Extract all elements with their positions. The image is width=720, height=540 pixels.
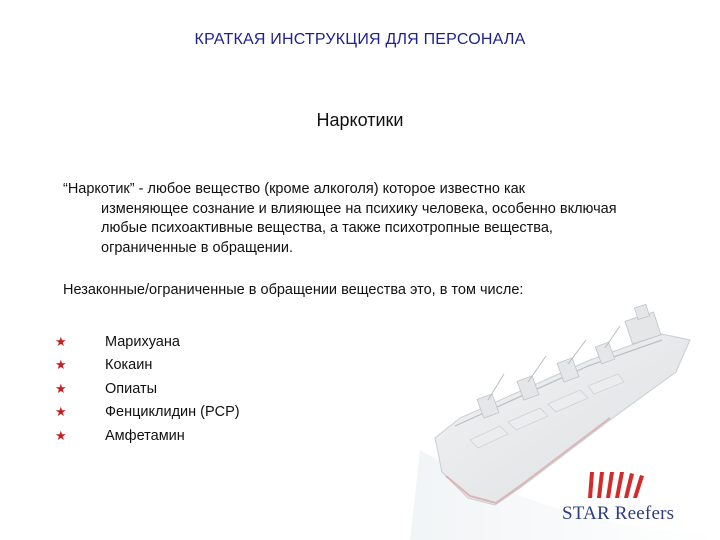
list-item-label: Фенциклидин (PCP) [105, 404, 240, 421]
definition-paragraph [63, 180, 623, 258]
slide-title: КРАТКАЯ ИНСТРУКЦИЯ ДЛЯ ПЕРСОНАЛА [194, 31, 526, 48]
star-icon: ★ [55, 333, 67, 349]
list-item [55, 401, 240, 425]
list-item-label: Кокаин [105, 357, 153, 374]
list-item-label: Марихуана [105, 333, 180, 350]
star-icon: ★ [55, 357, 67, 373]
logo-text: STAR Reefers [562, 503, 675, 524]
star-icon: ★ [55, 404, 67, 420]
list-intro: Незаконные/ограниченные в обращении вещества это, в том числе: [63, 282, 524, 298]
list-item [55, 377, 240, 401]
section-title: Наркотики [316, 110, 404, 130]
definition-continuation: изменяющее сознание и влияющее на психику человека, особенно включая любые психоактивные вещества, а также психотропные вещества, ограниченные в обращении. [101, 200, 617, 256]
star-icon: ★ [55, 427, 67, 443]
list-item-label: Амфетамин [105, 427, 185, 444]
drug-list [55, 330, 240, 448]
star-icon: ★ [55, 380, 67, 396]
sail-stripes-icon [588, 472, 644, 498]
definition-first-line: “Наркотик” - любое вещество (кроме алкоголя) которое известно как [63, 181, 526, 197]
list-item-label: Опиаты [105, 380, 158, 397]
list-item [55, 330, 240, 354]
list-item [55, 354, 240, 378]
list-item [55, 424, 240, 448]
